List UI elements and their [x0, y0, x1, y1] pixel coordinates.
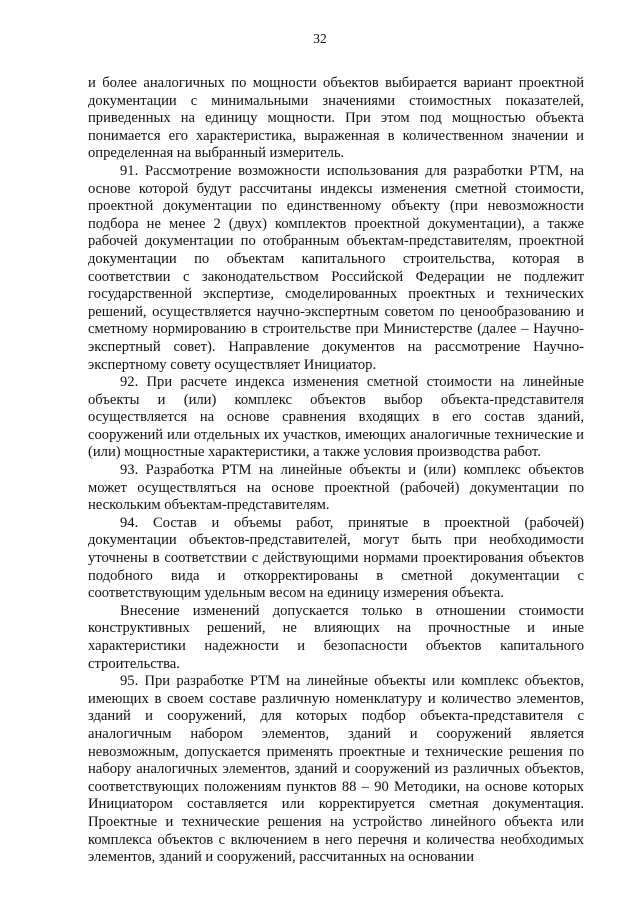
body-text: [88, 75, 584, 867]
paragraph-95: 95. При разработке РТМ на линейные объекты или комплекс объектов, имеющих в своем составе различную номенклатуру и количество элементов, зданий и сооружений, для которых подбор объекта-представителя с аналогичным набором элементов, зданий и сооружений является невозможным, допускается применять проектные и технические решения по набору аналогичных элементов, зданий и сооружений из различных объектов, соответствующих положениям пунктов 88 – 90 Методики, на основе которых Инициатором составляется или корректируется сметная документация. Проектные и технические решения на устройство линейного объекта или комплекса объектов с включением в него перечня и количества необходимых элементов, зданий и сооружений, рассчитанных на основании: [88, 673, 584, 866]
paragraph-continuation: и более аналогичных по мощности объектов выбирается вариант проектной документации с минимальными значениями стоимостных показателей, приведенных на единицу мощности. При этом под мощностью объекта понимается его характеристика, выраженная в количественном значении и определенная на выбранный измеритель.: [88, 75, 584, 162]
paragraph-92: 92. При расчете индекса изменения сметной стоимости на линейные объекты и (или) комплекс объектов выбор объекта-представителя осуществляется на основе сравнения входящих в его состав зданий, сооружений или отдельных их участков, имеющих аналогичные технические и (или) мощностные характеристики, а также условия производства работ.: [88, 374, 584, 461]
paragraph-93: 93. Разработка РТМ на линейные объекты и (или) комплекс объектов может осуществляться на основе проектной (рабочей) документации по нескольким объектам-представителям.: [88, 462, 584, 514]
paragraph-94-amendments: Внесение изменений допускается только в отношении стоимости конструктивных решений, не влияющих на прочностные и иные характеристики надежности и безопасности объектов капитального строительства.: [88, 602, 584, 672]
page-number: 32: [313, 31, 327, 46]
paragraph-91: 91. Рассмотрение возможности использования для разработки РТМ, на основе которой будут рассчитаны индексы изменения сметной стоимости, проектной документации по единственному объекту (при невозможности подбора не менее 2 (двух) комплектов проектной документации), а также рабочей документации по отобранным объектам-представителям, проектной документации по объектам капитального строительства, которая в соответствии с законодательством Российской Федерации не подлежит государственной экспертизе, смоделированных проектных и технических решений, осуществляется научно-экспертным советом по ценообразованию и сметному нормированию в строительстве при Министерстве (далее – Научно-экспертный совет). Направление документов на рассмотрение Научно-экспертному совету осуществляет Инициатор.: [88, 162, 584, 373]
paragraph-94: 94. Состав и объемы работ, принятые в проектной (рабочей) документации объектов-представителей, могут быть при необходимости уточнены в соответствии с действующими нормами проектирования объектов подобного вида и откорректированы в сметной документации с соответствующим удельным весом на единицу измерения объекта.: [88, 514, 584, 602]
